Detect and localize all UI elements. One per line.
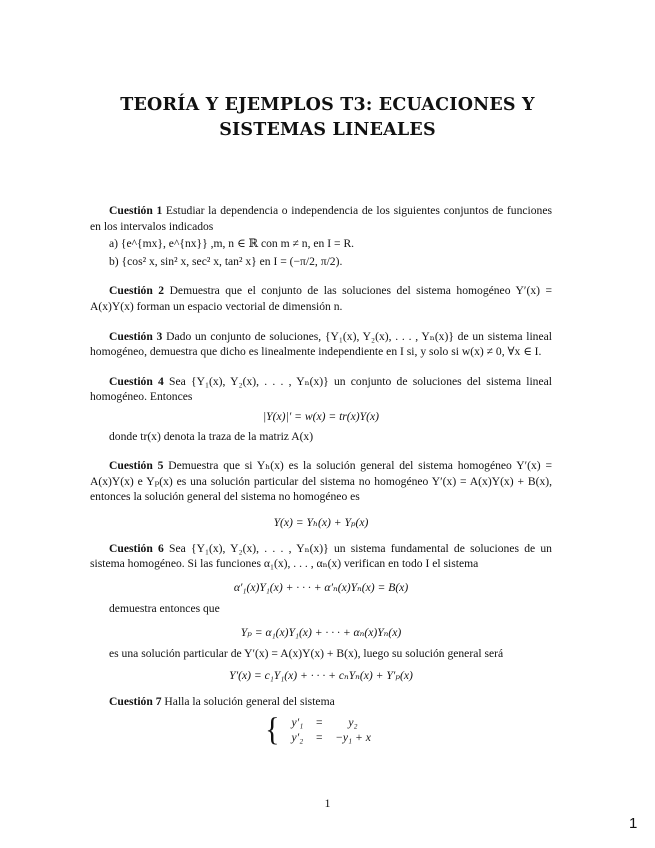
question-6 <box>90 541 552 572</box>
system-row-2 <box>286 730 377 745</box>
question-1-item-a: a) {e^{mx}, e^{nx}} ,m, n ∈ ℝ con m ≠ n, en I = R. <box>109 237 355 251</box>
question-6-equation-1: α′₁(x)Y₁(x) + · · · + α′ₙ(x)Yₙ(x) = B(x) <box>233 580 409 594</box>
system-row-1 <box>286 715 377 730</box>
question-4-equation: |Y(x)|′ = w(x) = tr(x)Y(x) <box>263 409 379 423</box>
question-1 <box>90 203 552 234</box>
system-row-2-eq: = <box>315 731 324 745</box>
question-5-label: Cuestión 5 <box>109 459 164 473</box>
title-line-2: SISTEMAS LINEALES <box>219 120 436 140</box>
question-6-mid-1: demuestra entonces que <box>109 602 220 616</box>
system-row-1-eq: = <box>315 716 324 730</box>
question-7 <box>90 694 552 710</box>
system-row-1-lhs: y′₁ <box>291 716 304 730</box>
system-brace: { <box>265 711 280 748</box>
main-content <box>90 203 552 748</box>
question-7-system <box>90 711 552 748</box>
question-5-text: Demuestra que si Yₕ(x) es la solución general del sistema homogéneo Y′(x) = A(x)Y(x) e Yₚ(x) es una solución particular del sistema no homogéneo Y′(x) = A(x)Y(x) + B(x), entonces la solución general del sistema no homogéneo es <box>90 459 552 504</box>
question-4-text: Sea {Y₁(x), Y₂(x), . . . , Yₙ(x)} un conjunto de soluciones del sistema lineal homogéneo. Entonces <box>90 374 552 404</box>
question-3 <box>90 329 552 360</box>
question-2-text: Demuestra que el conjunto de las soluciones del sistema homogéneo Y′(x) = A(x)Y(x) forman un espacio vectorial de dimensión n. <box>90 284 552 313</box>
page-number: 1 <box>324 796 331 810</box>
question-1-text: Estudiar la dependencia o independencia de los siguientes conjuntos de funciones en los intervalos indicados <box>90 204 552 233</box>
page-title <box>0 93 655 143</box>
question-4 <box>90 374 552 405</box>
question-4-label: Cuestión 4 <box>109 374 164 388</box>
system-row-2-rhs: −y₁ + x <box>335 731 371 745</box>
question-1-item-b: b) {cos² x, sin² x, sec² x, tan² x} en I = (−π/2, π/2). <box>109 254 343 268</box>
viewer-page-indicator: 1 <box>629 815 638 832</box>
question-2 <box>90 283 552 314</box>
question-7-label: Cuestión 7 <box>109 694 162 708</box>
question-6-mid-2: es una solución particular de Y′(x) = A(x)Y(x) + B(x), luego su solución general será <box>109 647 504 661</box>
title-line-1: TEORÍA Y EJEMPLOS T3: ECUACIONES Y <box>120 95 535 115</box>
system-table <box>286 715 377 745</box>
question-3-label: Cuestión 3 <box>109 329 163 343</box>
question-3-text: Dado un conjunto de soluciones, {Y₁(x), Y₂(x), . . . , Yₙ(x)} de un sistema lineal homogéneo, demuestra que dicho es linealmente independiente en I si, y solo si w(x) ≠ 0, ∀x ∈ I. <box>90 329 552 359</box>
question-6-equation-3: Y′(x) = c₁Y₁(x) + · · · + cₙYₙ(x) + Y′ₚ(x) <box>229 669 413 683</box>
question-1-label: Cuestión 1 <box>109 204 163 217</box>
question-6-text: Sea {Y₁(x), Y₂(x), . . . , Yₙ(x)} un sistema fundamental de soluciones de un sistema homogéneo. Si las funciones α₁(x), . . . , αₙ(x) verifican en todo I el sistema <box>90 541 552 571</box>
question-5-equation: Y(x) = Yₕ(x) + Yₚ(x) <box>273 515 369 529</box>
system-row-1-rhs: y₂ <box>348 716 358 730</box>
question-5 <box>90 458 552 505</box>
question-2-label: Cuestión 2 <box>109 284 165 298</box>
question-6-equation-2: Yₚ = α₁(x)Y₁(x) + · · · + αₙ(x)Yₙ(x) <box>240 625 402 639</box>
question-7-text: Halla la solución general del sistema <box>164 694 335 708</box>
question-6-label: Cuestión 6 <box>109 541 164 555</box>
system-row-2-lhs: y′₂ <box>291 731 304 745</box>
question-4-after: donde tr(x) denota la traza de la matriz A(x) <box>109 429 314 443</box>
